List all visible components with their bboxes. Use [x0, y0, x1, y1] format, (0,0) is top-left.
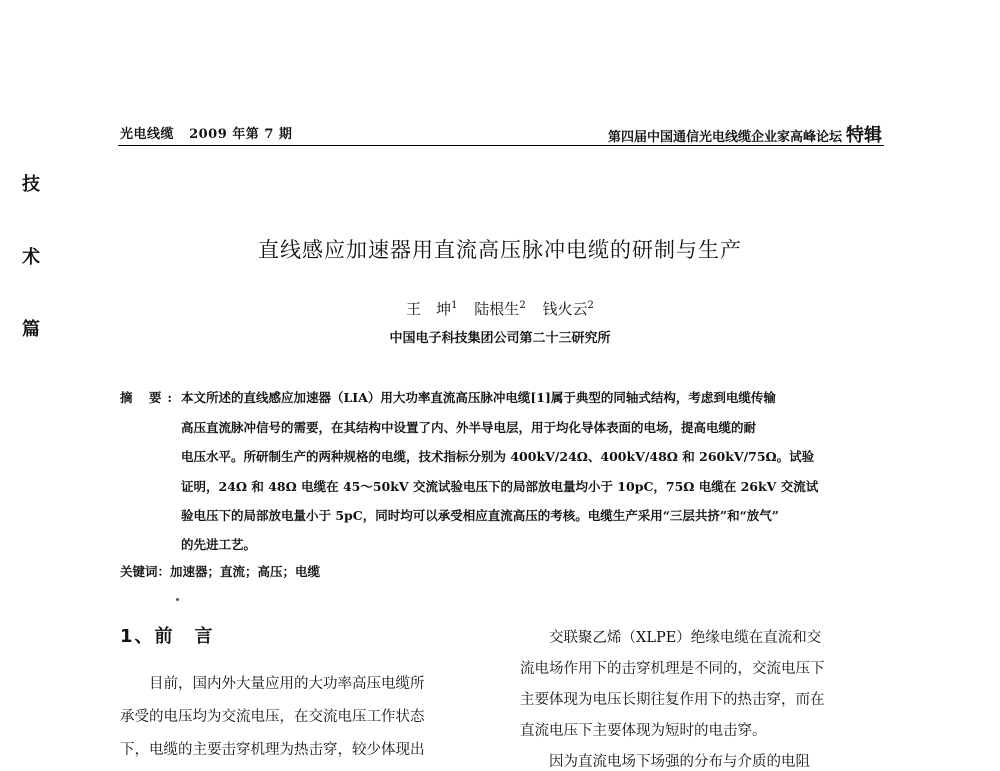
body-line: 交联聚乙烯（XLPE）绝缘电缆在直流和交 — [520, 630, 822, 646]
side-label-char: 篇 — [22, 319, 40, 340]
side-label-char: 术 — [22, 247, 40, 268]
abstract-line: 本文所述的直线感应加速器（LIA）用大功率直流高压脉冲电缆[1]属于典型的同轴式结构，考虑到电缆传输 — [181, 390, 776, 405]
abstract-line: 证明，24Ω 和 48Ω 电缆在 45～50kV 交流试验电压下的局部放电量均小于 10pC，75Ω 电缆在 26kV 交流试 — [181, 479, 819, 494]
body-line: 下，电缆的主要击穿机理为热击穿，较少体现出 — [120, 742, 425, 758]
journal-name: 光电线缆 — [120, 127, 175, 142]
author-list — [0, 298, 1000, 319]
abstract-line: 电压水平。所研制生产的两种规格的电缆，技术指标分别为 400kV/24Ω、400kV/48Ω 和 260kV/75Ω。试验 — [181, 449, 815, 464]
journal-header — [120, 123, 292, 142]
journal-issue: 2009 年第 7 期 — [189, 127, 293, 142]
body-line: 流电场作用下的击穿机理是不同的，交流电压下 — [520, 661, 825, 677]
stray-mark — [176, 598, 179, 601]
body-line: 因为直流电场下场强的分布与介质的电阻 — [520, 754, 810, 770]
section-heading: 1、前 言 — [120, 626, 215, 647]
body-line: 目前，国内外大量应用的大功率高压电缆所 — [120, 676, 425, 692]
author: 钱火云$^2$ — [542, 300, 594, 318]
affiliation: 中国电子科技集团公司第二十三研究所 — [389, 331, 611, 346]
abstract-line: 验电压下的局部放电量小于 5pC，同时均可以承受相应直流高压的考核。电缆生产采用“三层共挤”和“放气” — [181, 508, 779, 523]
paper-title: 直线感应加速器用直流高压脉冲电缆的研制与生产 — [258, 238, 742, 262]
abstract-line: 的先进工艺。 — [181, 537, 257, 552]
author: 陆根生$^2$ — [474, 300, 526, 318]
keywords: 关键词：加速器；直流；高压；电缆 — [120, 564, 321, 579]
special-label: 特辑 — [846, 125, 882, 146]
body-line: 承受的电压均为交流电压，在交流电压工作状态 — [120, 709, 425, 725]
conference-header — [608, 121, 882, 147]
abstract-label: 摘 要: — [120, 390, 178, 405]
header-rule — [118, 145, 884, 146]
body-line: 直流电压下主要体现为短时的电击穿。 — [520, 723, 767, 739]
body-line: 主要体现为电压长期往复作用下的热击穿，而在 — [520, 692, 825, 708]
conference-name: 第四届中国通信光电线缆企业家高峰论坛 — [607, 130, 842, 145]
abstract-line: 高压直流脉冲信号的需要，在其结构中设置了内、外半导电层，用于均化导体表面的电场，提高电缆的耐 — [181, 420, 757, 435]
side-label-char: 技 — [22, 174, 40, 195]
author: 王 坤$^1$ — [406, 300, 458, 318]
